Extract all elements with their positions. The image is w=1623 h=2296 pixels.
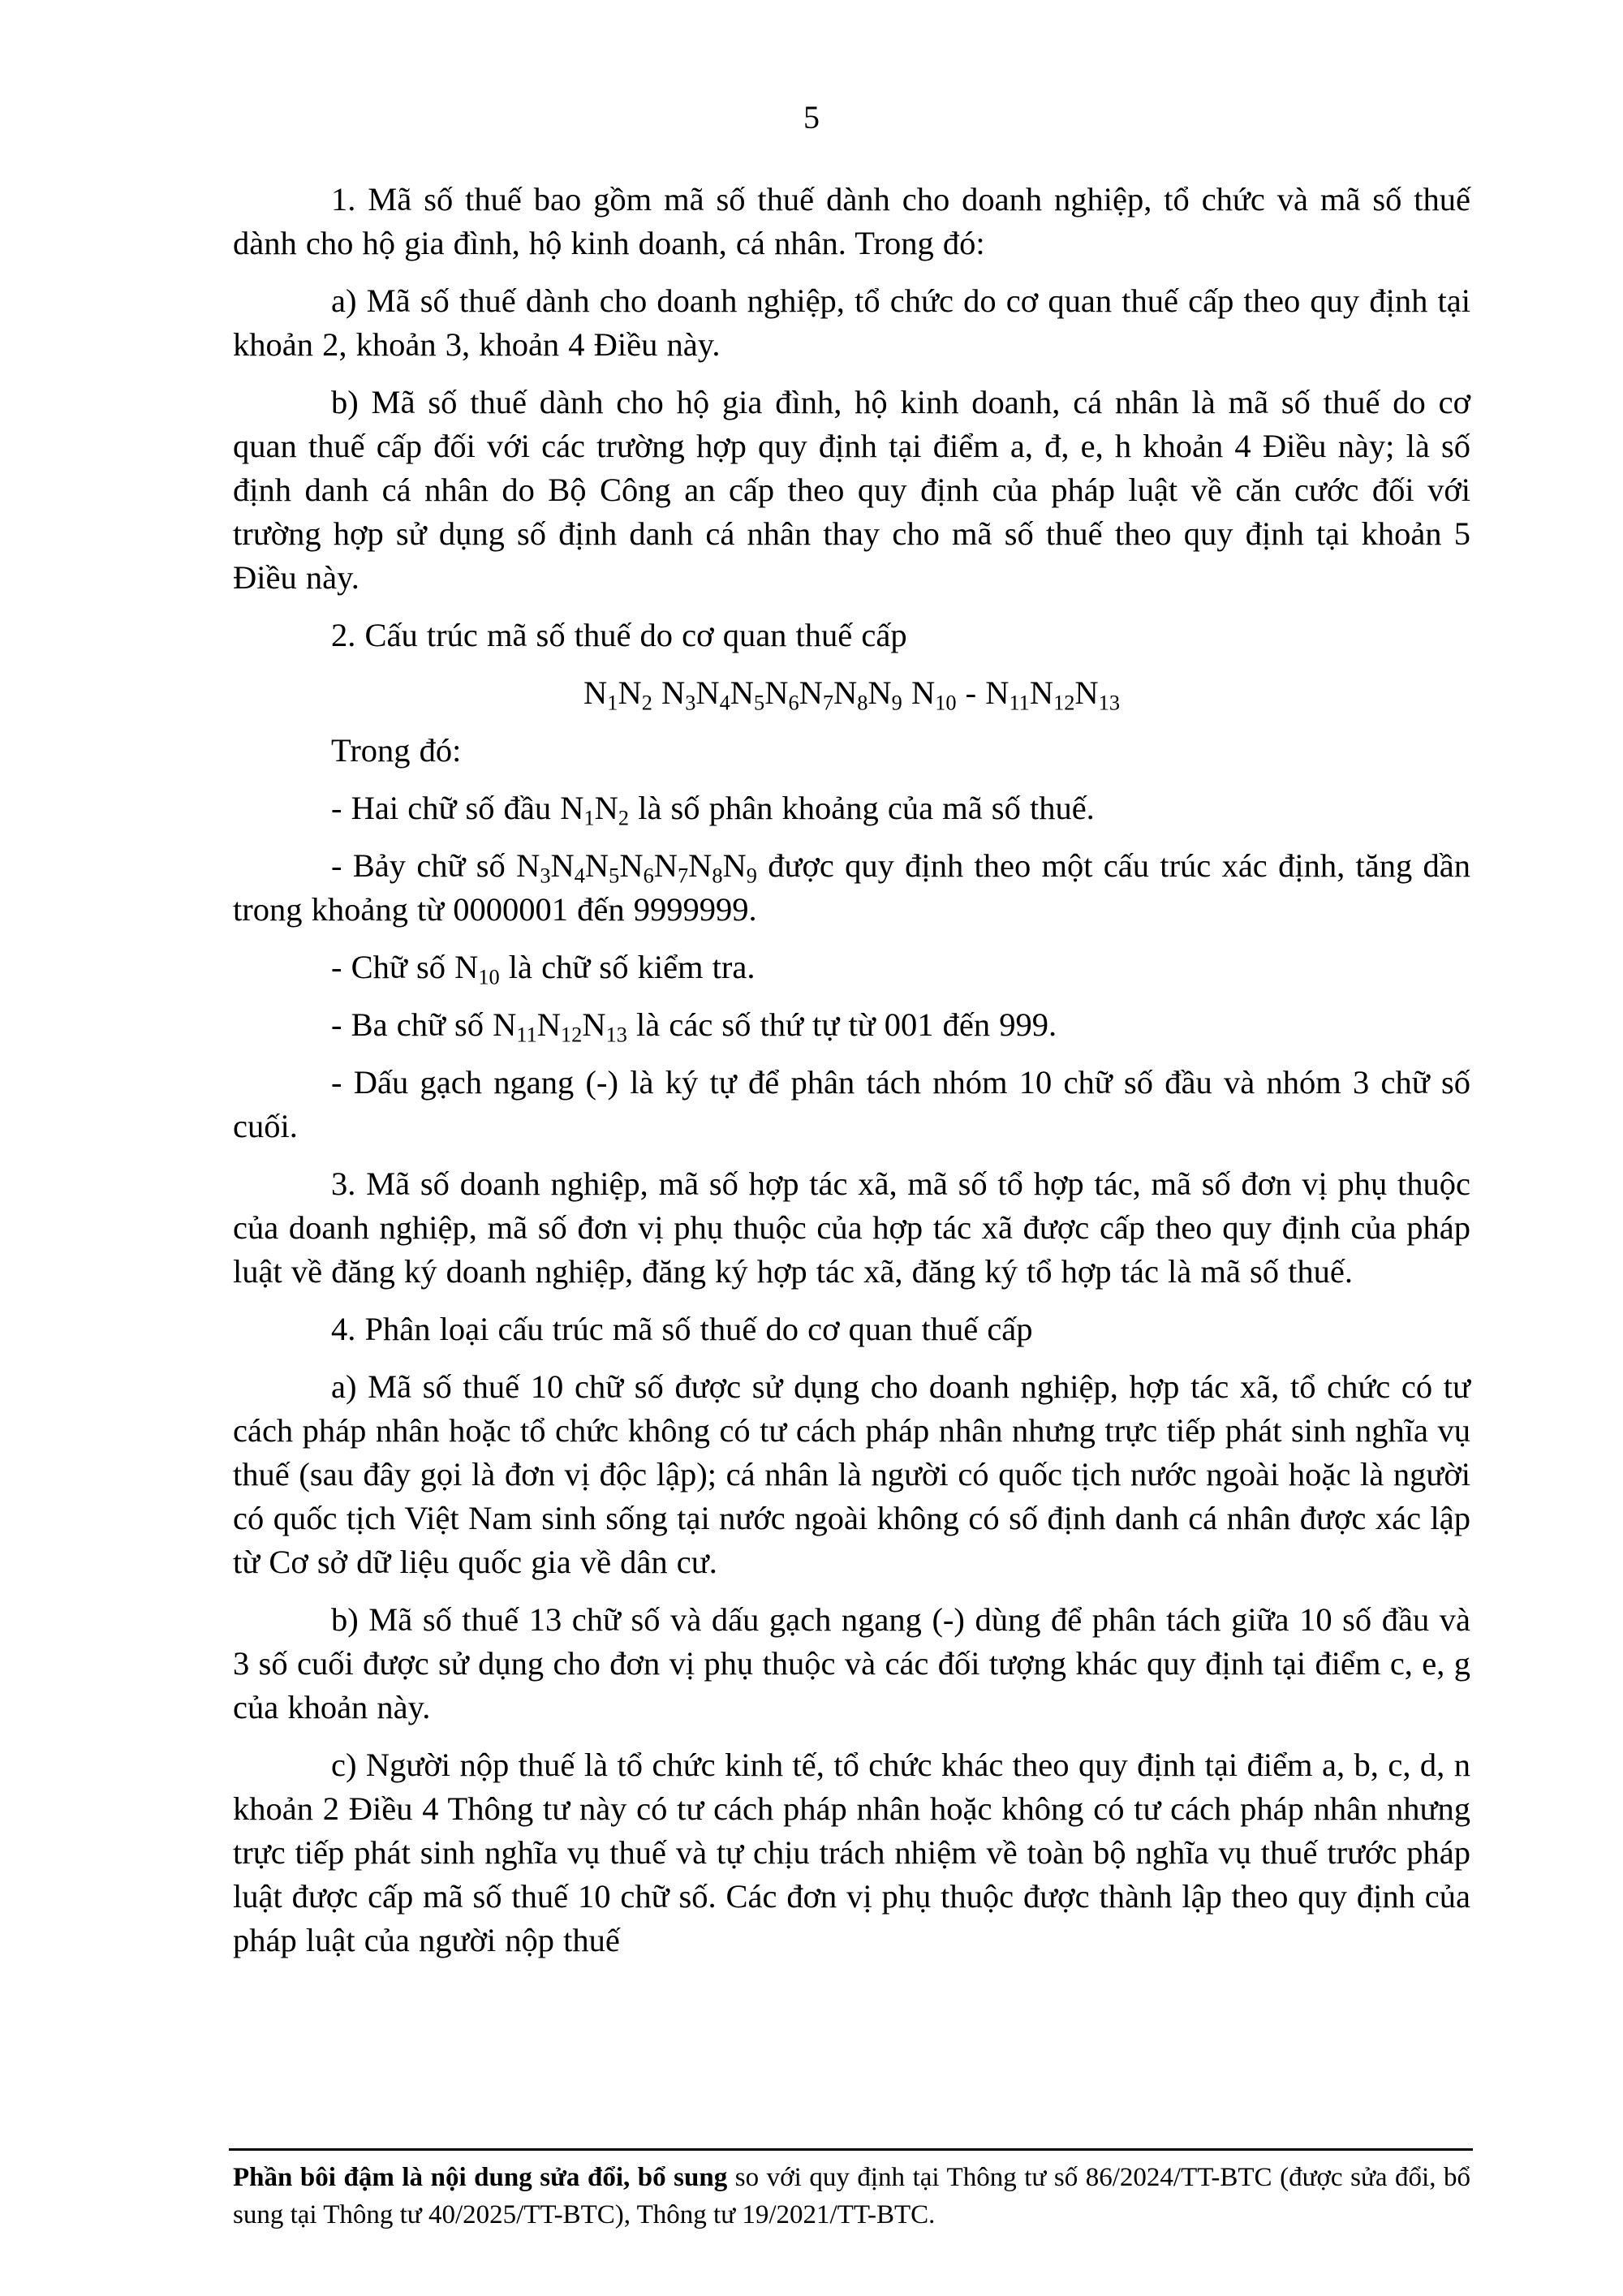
paragraph-2-hyphen [233, 1061, 1470, 1148]
text-segment: N [536, 1006, 562, 1043]
subscript: 11 [1009, 691, 1030, 715]
text-segment: c) Người nộp thuế là tổ chức kinh tế, tổ chức khác theo quy định tại điểm a, b, c, d, n khoản 2 Điều 4 Thông tư này có tư cách pháp nhân hoặc không có tư cách pháp nhân nhưng trực tiếp phát sinh nghĩa vụ thuế và tự chịu trách nhiệm về toàn bộ nghĩa vụ thuế trước pháp luật được cấp mã số thuế 10 chữ số. Các đơn vị phụ thuộc được thành lập theo quy định của pháp luật của người nộp thuế [233, 1747, 1470, 1958]
subscript: 11 [516, 1023, 537, 1047]
subscript: 6 [643, 864, 654, 888]
text-segment: N [582, 1006, 606, 1043]
subscript: 8 [712, 864, 723, 888]
footnote-text: so với quy định tại Thông tư số 86/2024/TT-BTC (được sửa đổi, bổ sung tại Thông tư 40/2025/TT-BTC), Thông tư 19/2021/TT-BTC. [233, 2163, 1470, 2229]
text-segment: b) Mã số thuế 13 chữ số và dấu gạch ngang (-) dùng để phân tách giữa 10 số đầu và 3 số cuối được sử dụng cho đơn vị phụ thuộc và các đối tượng khác quy định tại điểm c, e, g của khoản này. [233, 1601, 1470, 1725]
text-segment: 4. Phân loại cấu trúc mã số thuế do cơ quan thuế cấp [331, 1311, 1033, 1347]
paragraph-1b [233, 381, 1470, 600]
text-segment: N [594, 790, 618, 826]
text-segment: N [619, 847, 644, 884]
paragraph-4-heading [233, 1307, 1470, 1351]
text-segment: N [833, 674, 858, 711]
paragraph-2-digit-10 [233, 946, 1470, 989]
text-segment: N [722, 847, 747, 884]
subscript: 2 [641, 691, 652, 715]
paragraph-1a [233, 279, 1470, 367]
text-segment: N [902, 674, 936, 711]
paragraph-2-digits-3-9 [233, 844, 1470, 932]
text-segment: - Bảy chữ số N [331, 847, 540, 884]
subscript: 1 [607, 691, 618, 715]
subscript: 3 [540, 864, 551, 888]
subscript: 2 [618, 806, 630, 830]
text-segment: là chữ số kiểm tra. [499, 949, 756, 985]
text-segment: N [764, 674, 789, 711]
subscript: 13 [605, 1023, 627, 1047]
subscript: 7 [677, 864, 689, 888]
text-segment: được quy định theo một cấu trúc xác định, tăng dần trong khoảng từ 0000001 đến 9999999. [233, 847, 1470, 928]
footnote-divider [229, 2148, 1473, 2151]
text-segment: N [583, 674, 608, 711]
subscript: 7 [822, 691, 833, 715]
tax-code-structure-formula [233, 671, 1470, 715]
footnote-bold-text: Phần bôi đậm là nội dung sửa đổi, bổ sung [233, 2163, 728, 2192]
paragraph-2-digits-11-13 [233, 1003, 1470, 1047]
text-segment: - N [956, 674, 1010, 711]
paragraph-2-digits-1-2 [233, 786, 1470, 830]
text-segment: 2. Cấu trúc mã số thuế do cơ quan thuế cấp [331, 617, 907, 653]
subscript: 1 [583, 806, 595, 830]
text-segment: b) Mã số thuế dành cho hộ gia đình, hộ kinh doanh, cá nhân là mã số thuế do cơ quan thuế cấp đối với các trường hợp quy định tại điểm a, đ, e, h khoản 4 Điều này; là số định danh cá nhân do Bộ Công an cấp theo quy định của pháp luật về căn cước đối với trường hợp sử dụng số định danh cá nhân thay cho mã số thuế theo quy định tại khoản 5 Điều này. [233, 384, 1470, 596]
document-body [233, 178, 1470, 1976]
subscript: 4 [574, 864, 585, 888]
paragraph-1-intro [233, 178, 1470, 265]
text-segment: 3. Mã số doanh nghiệp, mã số hợp tác xã, mã số tổ hợp tác, mã số đơn vị phụ thuộc của doanh nghiệp, mã số đơn vị phụ thuộc của hợp tác xã được cấp theo quy định của pháp luật về đăng ký doanh nghiệp, đăng ký hợp tác xã, đăng ký tổ hợp tác là mã số thuế. [233, 1165, 1470, 1290]
text-segment: - Dấu gạch ngang (-) là ký tự để phân tách nhóm 10 chữ số đầu và nhóm 3 chữ số cuối. [233, 1064, 1470, 1144]
footnote [233, 2159, 1470, 2234]
text-segment: 1. Mã số thuế bao gồm mã số thuế dành cho doanh nghiệp, tổ chức và mã số thuế dành cho hộ gia đình, hộ kinh doanh, cá nhân. Trong đó: [233, 181, 1470, 261]
paragraph-4c [233, 1743, 1470, 1962]
subscript: 12 [1053, 691, 1075, 715]
text-segment: N [695, 674, 720, 711]
subscript: 3 [685, 691, 696, 715]
paragraph-2-where [233, 729, 1470, 773]
subscript: 9 [746, 864, 757, 888]
text-segment: N [1074, 674, 1099, 711]
text-segment: N [1029, 674, 1054, 711]
text-segment: là các số thứ tự từ 001 đến 999. [626, 1006, 1057, 1043]
text-segment: N [799, 674, 823, 711]
subscript: 10 [935, 691, 957, 715]
paragraph-4b [233, 1598, 1470, 1730]
text-segment: N [550, 847, 575, 884]
paragraph-4a [233, 1365, 1470, 1584]
subscript: 10 [478, 965, 500, 989]
text-segment: - Ba chữ số N [331, 1006, 517, 1043]
text-segment: - Chữ số N [331, 949, 479, 985]
text-segment: N [867, 674, 892, 711]
paragraph-3 [233, 1162, 1470, 1294]
text-segment: Trong đó: [331, 732, 462, 769]
text-segment: a) Mã số thuế dành cho doanh nghiệp, tổ chức do cơ quan thuế cấp theo quy định tại khoản 2, khoản 3, khoản 4 Điều này. [233, 282, 1470, 363]
subscript: 5 [609, 864, 620, 888]
subscript: 8 [857, 691, 868, 715]
text-segment: - Hai chữ số đầu N [331, 790, 584, 826]
page-number: 5 [803, 99, 820, 136]
subscript: 4 [719, 691, 730, 715]
subscript: 5 [754, 691, 765, 715]
text-segment: N [730, 674, 755, 711]
text-segment: N [584, 847, 609, 884]
text-segment: a) Mã số thuế 10 chữ số được sử dụng cho doanh nghiệp, hợp tác xã, tổ chức có tư cách pháp nhân hoặc tổ chức không có tư cách pháp nhân nhưng trực tiếp phát sinh nghĩa vụ thuế (sau đây gọi là đơn vị độc lập); cá nhân là người có quốc tịch nước ngoài hoặc là người có quốc tịch Việt Nam sinh sống tại nước ngoài không có số định danh cá nhân được xác lập từ Cơ sở dữ liệu quốc gia về dân cư. [233, 1368, 1470, 1580]
subscript: 13 [1098, 691, 1120, 715]
subscript: 6 [788, 691, 799, 715]
text-segment: N [688, 847, 712, 884]
text-segment: N [653, 847, 678, 884]
text-segment: N [618, 674, 642, 711]
subscript: 9 [891, 691, 902, 715]
subscript: 12 [561, 1023, 583, 1047]
text-segment: là số phân khoảng của mã số thuế. [629, 790, 1095, 826]
text-segment: N [652, 674, 686, 711]
paragraph-2-heading [233, 614, 1470, 657]
